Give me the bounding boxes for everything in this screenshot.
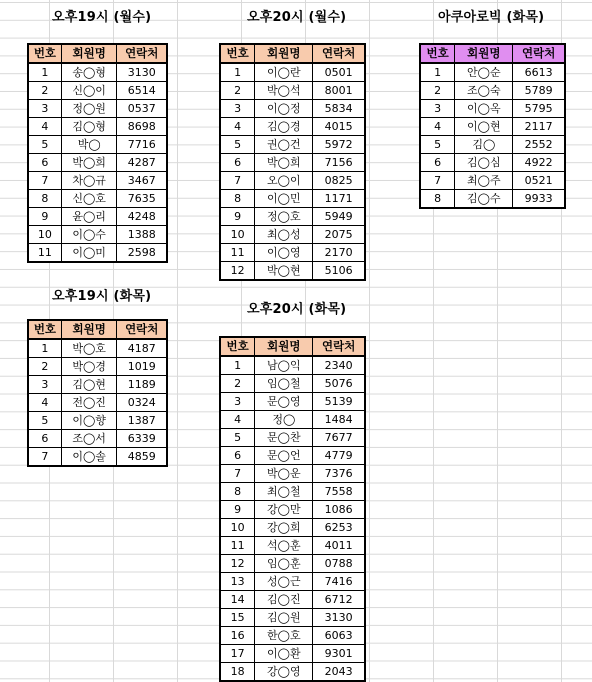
roster-table-aquarobic-tue-thu [419,43,566,209]
cell-member-name: 박◯호 [61,339,117,358]
cell-number: 5 [220,429,255,447]
table-row [420,136,565,154]
cell-contact: 4011 [313,537,365,555]
cell-contact: 5834 [313,100,365,118]
cell-member-name: 강◯만 [255,501,313,519]
cell-number: 6 [420,154,455,172]
cell-contact: 7635 [117,190,167,208]
table-header-row [220,337,365,356]
cell-member-name: 김◯ [455,136,513,154]
cell-member-name: 신◯이 [61,82,117,100]
cell-contact: 5789 [513,82,565,100]
table-row [28,430,167,448]
cell-number: 5 [28,412,61,430]
column-header-contact: 연락처 [117,44,167,63]
table-title-20-mon-wed: 오후20시 (월수) [247,10,347,25]
cell-contact: 0521 [513,172,565,190]
cell-member-name: 이◯란 [255,63,313,82]
cell-member-name: 석◯훈 [255,537,313,555]
cell-member-name: 송◯형 [61,63,117,82]
cell-contact: 2170 [313,244,365,262]
cell-number: 2 [420,82,455,100]
cell-member-name: 최◯성 [255,226,313,244]
table-row [420,63,565,82]
cell-number: 6 [220,447,255,465]
cell-member-name: 이◯수 [61,226,117,244]
table-row [220,537,365,555]
column-header-contact: 연락처 [313,337,365,356]
cell-contact: 3467 [117,172,167,190]
cell-member-name: 조◯숙 [455,82,513,100]
table-row [220,393,365,411]
column-header-contact: 연락처 [513,44,565,63]
cell-contact: 7416 [313,573,365,591]
table-row [220,154,365,172]
cell-member-name: 윤◯리 [61,208,117,226]
table-row [220,356,365,375]
table-row [220,429,365,447]
table-header-row [420,44,565,63]
cell-member-name: 문◯언 [255,447,313,465]
cell-number: 5 [28,136,61,154]
cell-contact: 3130 [313,609,365,627]
table-row [28,208,167,226]
table-row [220,465,365,483]
cell-number: 3 [420,100,455,118]
cell-contact: 0324 [117,394,167,412]
column-header-number: 번호 [28,320,61,339]
column-header-member-name: 회원명 [255,337,313,356]
cell-contact: 8698 [117,118,167,136]
cell-number: 6 [28,430,61,448]
column-header-number: 번호 [220,44,255,63]
cell-contact: 6712 [313,591,365,609]
cell-contact: 5949 [313,208,365,226]
cell-member-name: 성◯근 [255,573,313,591]
cell-number: 13 [220,573,255,591]
cell-member-name: 이◯현 [455,118,513,136]
cell-number: 7 [420,172,455,190]
table-header-row [220,44,365,63]
cell-number: 8 [420,190,455,209]
cell-number: 3 [28,376,61,394]
cell-number: 3 [220,100,255,118]
column-header-member-name: 회원명 [61,44,117,63]
cell-member-name: 박◯희 [61,154,117,172]
column-header-member-name: 회원명 [255,44,313,63]
table-row [28,244,167,263]
cell-member-name: 김◯진 [255,591,313,609]
cell-number: 12 [220,555,255,573]
column-header-contact: 연락처 [313,44,365,63]
cell-number: 10 [28,226,61,244]
cell-member-name: 정◯원 [61,100,117,118]
table-row [28,136,167,154]
cell-member-name: 이◯민 [255,190,313,208]
table-row [220,82,365,100]
cell-member-name: 최◯철 [255,483,313,501]
table-row [28,448,167,467]
table-row [28,63,167,82]
cell-member-name: 이◯영 [255,244,313,262]
cell-contact: 4248 [117,208,167,226]
table-row [220,591,365,609]
roster-table-19-tue-thu [27,319,168,467]
table-row [28,154,167,172]
cell-contact: 7677 [313,429,365,447]
cell-member-name: 문◯찬 [255,429,313,447]
cell-member-name: 박◯현 [255,262,313,281]
cell-contact: 7376 [313,465,365,483]
table-row [420,118,565,136]
cell-number: 6 [220,154,255,172]
table-row [28,339,167,358]
cell-number: 1 [420,63,455,82]
cell-number: 10 [220,226,255,244]
table-row [28,82,167,100]
table-header-row [28,320,167,339]
cell-contact: 6339 [117,430,167,448]
cell-member-name: 임◯철 [255,375,313,393]
cell-member-name: 박◯운 [255,465,313,483]
cell-number: 6 [28,154,61,172]
cell-member-name: 안◯순 [455,63,513,82]
cell-number: 16 [220,627,255,645]
cell-number: 2 [28,358,61,376]
cell-contact: 2552 [513,136,565,154]
cell-number: 1 [220,356,255,375]
cell-member-name: 신◯호 [61,190,117,208]
table-row [220,226,365,244]
column-header-member-name: 회원명 [455,44,513,63]
table-row [28,100,167,118]
cell-member-name: 박◯경 [61,358,117,376]
cell-contact: 1189 [117,376,167,394]
cell-contact: 2075 [313,226,365,244]
table-row [220,63,365,82]
cell-contact: 4287 [117,154,167,172]
cell-contact: 5795 [513,100,565,118]
cell-number: 9 [28,208,61,226]
cell-contact: 5076 [313,375,365,393]
cell-member-name: 이◯옥 [455,100,513,118]
roster-table-19-mon-wed [27,43,168,263]
cell-member-name: 남◯익 [255,356,313,375]
cell-number: 11 [28,244,61,263]
cell-member-name: 이◯미 [61,244,117,263]
column-header-number: 번호 [220,337,255,356]
cell-contact: 9301 [313,645,365,663]
table-title-20-tue-thu: 오후20시 (화목) [247,302,347,317]
cell-contact: 2598 [117,244,167,263]
table-row [28,358,167,376]
cell-member-name: 김◯경 [255,118,313,136]
column-header-contact: 연락처 [117,320,167,339]
cell-contact: 7716 [117,136,167,154]
table-row [220,447,365,465]
table-row [220,100,365,118]
table-row [420,82,565,100]
cell-contact: 2117 [513,118,565,136]
table-row [420,190,565,209]
table-row [220,208,365,226]
cell-member-name: 정◯ [255,411,313,429]
table-row [220,609,365,627]
cell-contact: 0537 [117,100,167,118]
table-row [220,136,365,154]
cell-contact: 2340 [313,356,365,375]
cell-number: 7 [220,465,255,483]
table-title-aquarobic-tue-thu: 아쿠아로빅 (화목) [438,10,545,25]
table-row [220,663,365,682]
cell-contact: 6613 [513,63,565,82]
cell-member-name: 김◯심 [455,154,513,172]
table-title-19-mon-wed: 오후19시 (월수) [52,10,152,25]
table-row [220,118,365,136]
cell-contact: 4922 [513,154,565,172]
cell-number: 4 [220,411,255,429]
table-row [220,244,365,262]
cell-member-name: 정◯호 [255,208,313,226]
cell-member-name: 권◯건 [255,136,313,154]
cell-contact: 5106 [313,262,365,281]
cell-number: 7 [220,172,255,190]
cell-contact: 7558 [313,483,365,501]
cell-number: 4 [28,118,61,136]
cell-number: 4 [220,118,255,136]
cell-number: 12 [220,262,255,281]
cell-number: 5 [220,136,255,154]
cell-number: 14 [220,591,255,609]
roster-table-20-mon-wed [219,43,366,281]
cell-contact: 6514 [117,82,167,100]
table-row [220,627,365,645]
cell-number: 11 [220,244,255,262]
cell-member-name: 문◯영 [255,393,313,411]
table-row [220,483,365,501]
cell-member-name: 조◯서 [61,430,117,448]
cell-number: 8 [220,483,255,501]
cell-contact: 8001 [313,82,365,100]
cell-member-name: 오◯이 [255,172,313,190]
cell-member-name: 한◯호 [255,627,313,645]
cell-number: 3 [220,393,255,411]
cell-contact: 7156 [313,154,365,172]
cell-contact: 5139 [313,393,365,411]
cell-member-name: 최◯주 [455,172,513,190]
cell-number: 4 [420,118,455,136]
cell-member-name: 이◯정 [255,100,313,118]
cell-contact: 1388 [117,226,167,244]
cell-number: 4 [28,394,61,412]
cell-member-name: 차◯규 [61,172,117,190]
table-row [28,412,167,430]
cell-number: 10 [220,519,255,537]
cell-number: 15 [220,609,255,627]
cell-number: 7 [28,172,61,190]
cell-contact: 6063 [313,627,365,645]
cell-contact: 4779 [313,447,365,465]
table-row [220,411,365,429]
table-row [28,118,167,136]
column-header-member-name: 회원명 [61,320,117,339]
table-row [420,100,565,118]
cell-contact: 0825 [313,172,365,190]
table-row [220,573,365,591]
cell-contact: 5972 [313,136,365,154]
table-row [220,519,365,537]
cell-number: 11 [220,537,255,555]
cell-number: 9 [220,208,255,226]
cell-contact: 1019 [117,358,167,376]
roster-table-20-tue-thu [219,336,366,682]
cell-member-name: 이◯솔 [61,448,117,467]
cell-member-name: 전◯진 [61,394,117,412]
cell-member-name: 박◯석 [255,82,313,100]
cell-number: 8 [28,190,61,208]
table-row [420,172,565,190]
cell-member-name: 김◯수 [455,190,513,209]
cell-number: 7 [28,448,61,467]
cell-number: 2 [220,82,255,100]
table-row [28,190,167,208]
cell-contact: 0788 [313,555,365,573]
cell-contact: 9933 [513,190,565,209]
cell-contact: 4859 [117,448,167,467]
cell-member-name: 이◯향 [61,412,117,430]
cell-contact: 1484 [313,411,365,429]
table-row [220,190,365,208]
cell-number: 1 [28,339,61,358]
table-header-row [28,44,167,63]
cell-number: 3 [28,100,61,118]
cell-contact: 6253 [313,519,365,537]
cell-member-name: 김◯형 [61,118,117,136]
cell-contact: 2043 [313,663,365,682]
column-header-number: 번호 [420,44,455,63]
cell-number: 1 [220,63,255,82]
table-row [220,375,365,393]
cell-member-name: 김◯현 [61,376,117,394]
table-row [420,154,565,172]
table-row [220,262,365,281]
cell-member-name: 강◯영 [255,663,313,682]
table-row [28,376,167,394]
cell-number: 17 [220,645,255,663]
table-row [28,394,167,412]
cell-contact: 1086 [313,501,365,519]
table-row [220,501,365,519]
table-row [220,172,365,190]
cell-number: 18 [220,663,255,682]
cell-member-name: 박◯희 [255,154,313,172]
table-title-19-tue-thu: 오후19시 (화목) [52,289,152,304]
cell-number: 1 [28,63,61,82]
table-row [220,555,365,573]
cell-member-name: 이◯환 [255,645,313,663]
column-header-number: 번호 [28,44,61,63]
cell-number: 9 [220,501,255,519]
cell-contact: 4015 [313,118,365,136]
cell-contact: 1171 [313,190,365,208]
cell-contact: 4187 [117,339,167,358]
cell-number: 5 [420,136,455,154]
cell-contact: 0501 [313,63,365,82]
cell-number: 2 [220,375,255,393]
cell-number: 8 [220,190,255,208]
cell-member-name: 김◯원 [255,609,313,627]
cell-contact: 3130 [117,63,167,82]
cell-member-name: 박◯ [61,136,117,154]
table-row [220,645,365,663]
table-row [28,172,167,190]
cell-member-name: 강◯희 [255,519,313,537]
cell-member-name: 임◯훈 [255,555,313,573]
cell-contact: 1387 [117,412,167,430]
cell-number: 2 [28,82,61,100]
table-row [28,226,167,244]
